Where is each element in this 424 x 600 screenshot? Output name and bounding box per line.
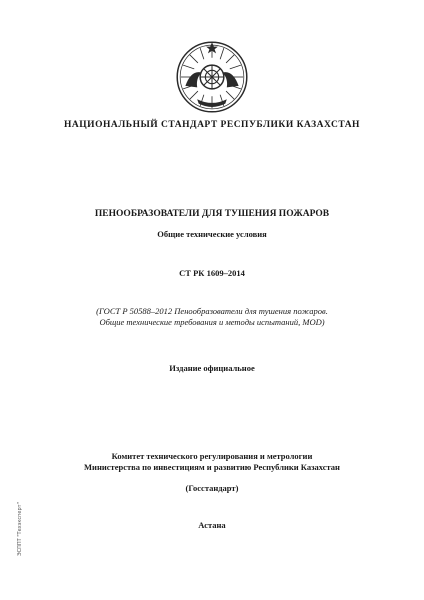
city-name: Астана — [198, 520, 226, 530]
organization-line-2: Министерства по инвестициям и развитию Республики Казахстан — [84, 462, 340, 472]
reference-line-2: Общие технические требования и методы испытаний, MOD) — [99, 317, 325, 327]
side-watermark-text: ЭСППТ "Техэксперт" — [17, 502, 23, 556]
document-title: ПЕНООБРАЗОВАТЕЛИ ДЛЯ ТУШЕНИЯ ПОЖАРОВ — [94, 209, 330, 219]
organization-line-1: Комитет технического регулирования и метрологии — [111, 451, 313, 461]
organization-short-name: (Госстандарт) — [185, 483, 239, 493]
standard-header: НАЦИОНАЛЬНЫЙ СТАНДАРТ РЕСПУБЛИКИ КАЗАХСТАН — [64, 120, 360, 130]
edition-label: Издание официальное — [169, 363, 255, 373]
document-subtitle: Общие технические условия — [157, 229, 267, 239]
state-emblem-icon — [175, 40, 249, 114]
reference-line-1: (ГОСТ Р 50588–2012 Пенообразователи для тушения пожаров. — [96, 306, 328, 316]
standard-code: СТ РК 1609–2014 — [179, 268, 245, 278]
